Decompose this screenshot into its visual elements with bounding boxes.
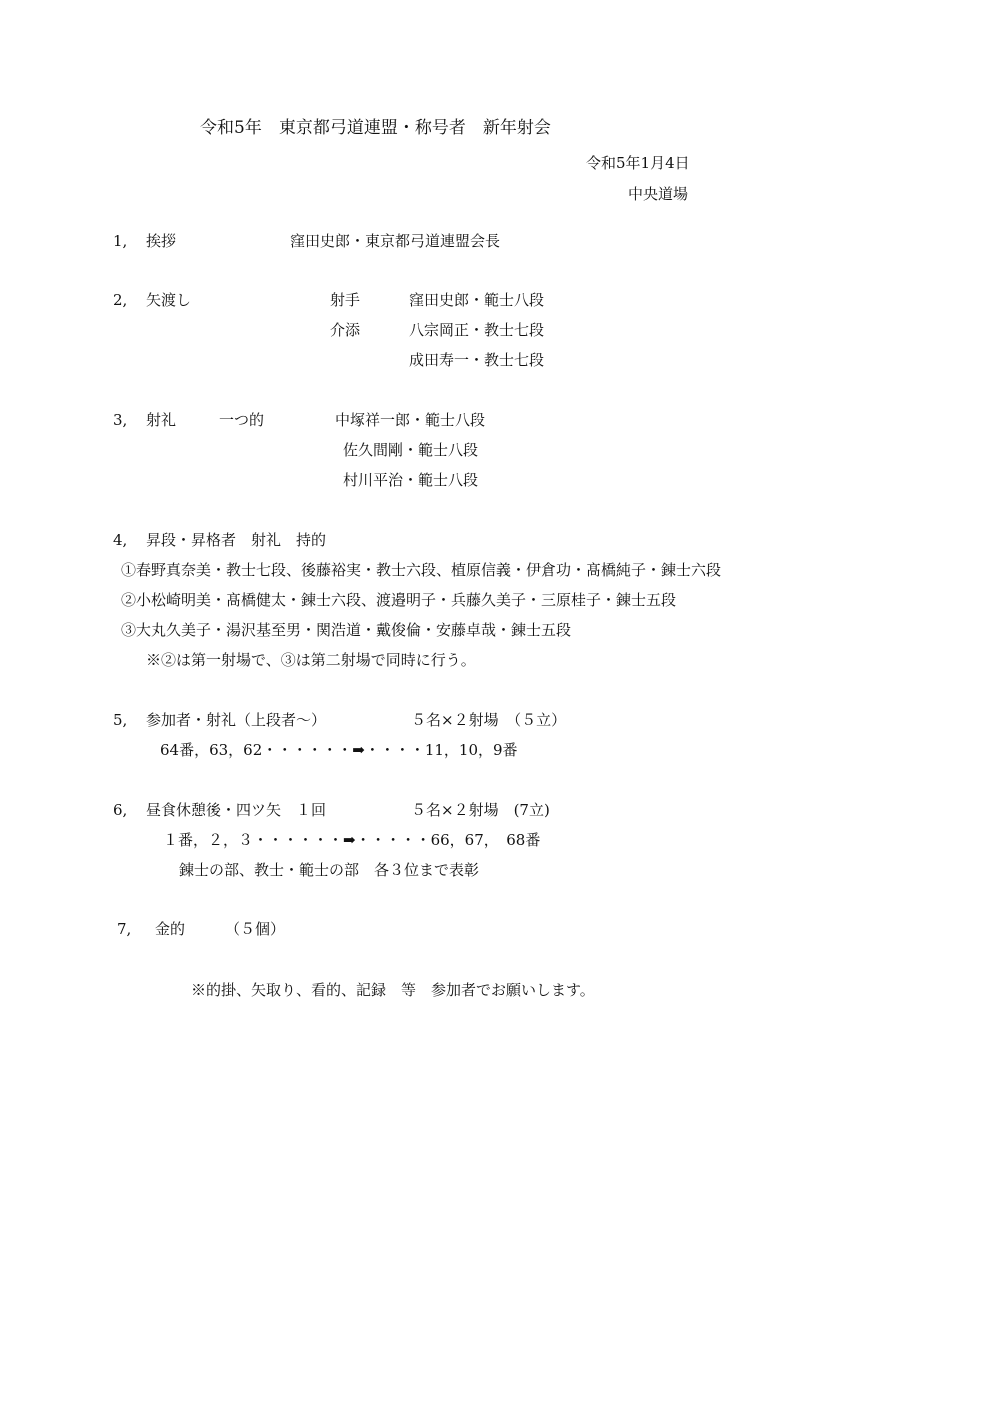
closing-note: ※的掛、矢取り、看的、記録 等 参加者でお願いします。 [191, 981, 595, 999]
section-2-label: 矢渡し [146, 291, 192, 309]
document-date: 令和5年1月4日 [586, 154, 690, 172]
section-7-note: （５個） [225, 920, 286, 938]
section-4-line-3: ③大丸久美子・湯沢基至男・関浩道・戴俊倫・安藤卓哉・錬士五段 [121, 621, 572, 639]
section-3-person-2: 佐久間剛・範士八段 [343, 441, 479, 459]
section-1-number: 1, [113, 232, 128, 250]
section-6-label: 昼食休憩後・四ツ矢 １回 [146, 801, 327, 819]
section-2-person-2: 八宗岡正・教士七段 [409, 321, 545, 339]
section-3-sub: 一つ的 [219, 411, 265, 429]
section-2-person-3: 成田寿一・教士七段 [409, 351, 545, 369]
section-6-number: 6, [113, 801, 128, 819]
section-2-person-1: 窪田史郎・範士八段 [409, 291, 545, 309]
document-venue: 中央道場 [628, 185, 689, 203]
section-2-role-assistant: 介添 [330, 321, 361, 339]
section-4-line-2: ②小松崎明美・髙橋健太・錬士六段、渡邉明子・兵藤久美子・三原桂子・錬士五段 [121, 591, 677, 609]
section-1-person: 窪田史郎・東京都弓道連盟会長 [290, 232, 501, 250]
section-5-detail: ５名×２射場 （５立） [411, 711, 567, 729]
section-3-number: 3, [113, 411, 128, 429]
section-3-label: 射礼 [146, 411, 177, 429]
section-3-person-3: 村川平治・範士八段 [343, 471, 479, 489]
document-title: 令和5年 東京都弓道連盟・称号者 新年射会 [200, 118, 551, 138]
section-7-label: 金的 [155, 920, 186, 938]
section-4-number: 4, [113, 531, 128, 549]
section-6-detail: ５名×２射場 (7立) [411, 801, 550, 819]
section-4-line-1: ①春野真奈美・教士七段、後藤裕実・教士六段、植原信義・伊倉功・髙橋純子・錬士六段 [121, 561, 722, 579]
section-6-order: １番，２，３・・・・・・➡・・・・・66，67， 68番 [163, 831, 541, 849]
section-2-number: 2, [113, 291, 128, 309]
section-5-label: 参加者・射礼（上段者～） [146, 711, 327, 729]
section-5-order: 64番，63，62・・・・・・➡・・・・11，10，9番 [160, 741, 518, 759]
section-5-number: 5, [113, 711, 128, 729]
section-4-note: ※②は第一射場で、③は第二射場で同時に行う。 [146, 651, 476, 669]
section-2-role-archer: 射手 [330, 291, 361, 309]
section-7-number: 7, [117, 920, 132, 938]
section-4-label: 昇段・昇格者 射礼 持的 [146, 531, 327, 549]
section-3-person-1: 中塚祥一郎・範士八段 [335, 411, 486, 429]
section-1-label: 挨拶 [146, 232, 177, 250]
section-6-award: 錬士の部、教士・範士の部 各３位まで表彰 [179, 861, 480, 879]
